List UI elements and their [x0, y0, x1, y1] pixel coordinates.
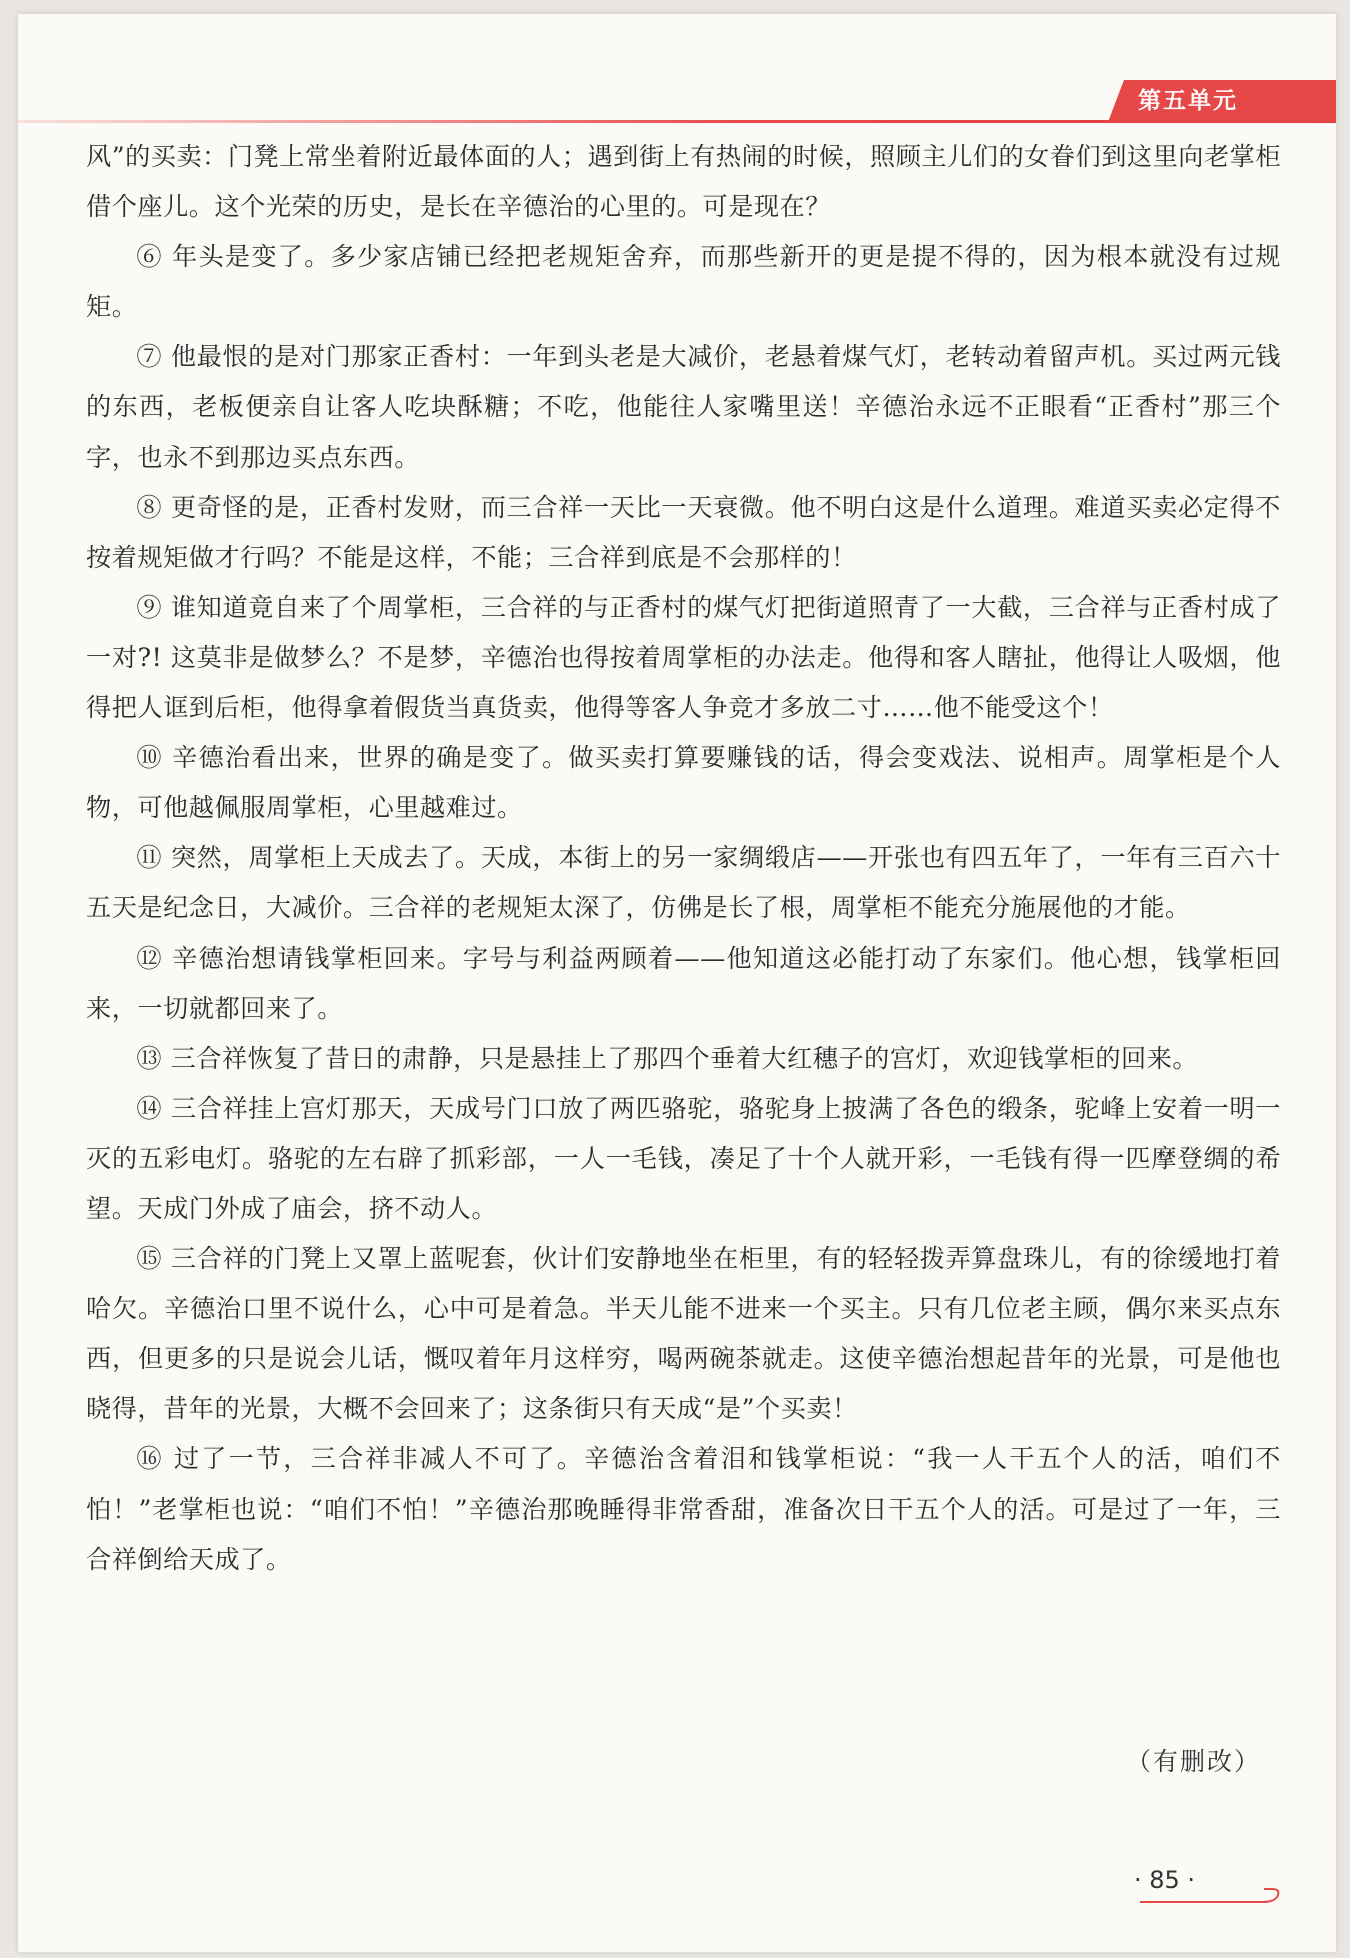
paragraph-14: ⑭ 三合祥挂上宫灯那天，天成号门口放了两匹骆驼，骆驼身上披满了各色的缎条，驼峰上安着一明一灭的五彩电灯。骆驼的左右辟了抓彩部，一人一毛钱，凑足了十个人就开彩，一毛钱有得一匹摩登绸的希望。天成门外成了庙会，挤不动人。	[86, 1093, 1281, 1223]
paragraph-11: ⑪ 突然，周掌柜上天成去了。天成，本街上的另一家绸缎店——开张也有四五年了，一年有三百六十五天是纪念日，大减价。三合祥的老规矩太深了，仿佛是长了根，周掌柜不能充分施展他的才能。	[86, 843, 1281, 923]
textbook-page	[18, 14, 1336, 1952]
paragraph-10: ⑩ 辛德治看出来，世界的确是变了。做买卖打算要赚钱的话，得会变戏法、说相声。周掌柜是个人物，可他越佩服周掌柜，心里越难过。	[86, 743, 1281, 823]
paragraph-13: ⑬ 三合祥恢复了昔日的肃静，只是悬挂上了那四个垂着大红穗子的宫灯，欢迎钱掌柜的回来。	[136, 1043, 1199, 1073]
page-number: · 85 ·	[1134, 1866, 1196, 1894]
unit-label: 第五单元	[1138, 88, 1238, 114]
paragraph-6: ⑥ 年头是变了。多少家店铺已经把老规矩舍弃，而那些新开的更是提不得的，因为根本就没有过规矩。	[86, 242, 1281, 322]
page-number-ornament	[1138, 1886, 1288, 1906]
paragraph-9: ⑨ 谁知道竟自来了个周掌柜，三合祥的与正香村的煤气灯把街道照青了一大截，三合祥与正香村成了一对?! 这莫非是做梦么？不是梦，辛德治也得按着周掌柜的办法走。他得和客人瞎扯，他得让人吸烟，他得把人诓到后柜，他得拿着假货当真货卖，他得等客人争竞才多放二寸……他不能受这个！	[86, 592, 1281, 723]
source-note: （有删改）	[1125, 1747, 1261, 1776]
paragraph-15: ⑮ 三合祥的门凳上又罩上蓝呢套，伙计们安静地坐在柜里，有的轻轻拨弄算盘珠儿，有的徐缓地打着哈欠。辛德治口里不说什么，心中可是着急。半天儿能不进来一个买主。只有几位老主顾，偶尔来买点东西，但更多的只是说会儿话，慨叹着年月这样穷，喝两碗茶就走。这使辛德治想起昔年的光景，可是他也晓得，昔年的光景，大概不会回来了；这条街只有天成“是”个买卖！	[86, 1244, 1281, 1424]
paragraph-16: ⑯ 过了一节，三合祥非减人不可了。辛德治含着泪和钱掌柜说：“我一人干五个人的活，咱们不怕！”老掌柜也说：“咱们不怕！”辛德治那晚睡得非常香甜，准备次日干五个人的活。可是过了一年，三合祥倒给天成了。	[86, 1444, 1281, 1574]
paragraph-12: ⑫ 辛德治想请钱掌柜回来。字号与利益两顾着——他知道这必能打动了东家们。他心想，钱掌柜回来，一切就都回来了。	[86, 943, 1281, 1023]
paragraph-7: ⑦ 他最恨的是对门那家正香村：一年到头老是大减价，老悬着煤气灯，老转动着留声机。买过两元钱的东西，老板便亲自让客人吃块酥糖；不吃，他能往人家嘴里送！辛德治永远不正眼看“正香村”那三个字，也永不到那边买点东西。	[86, 342, 1281, 472]
article-body	[86, 132, 1281, 1585]
paragraph-8: ⑧ 更奇怪的是，正香村发财，而三合祥一天比一天衰微。他不明白这是什么道理。难道买卖必定得不按着规矩做才行吗？不能是这样，不能；三合祥到底是不会那样的！	[86, 492, 1281, 572]
paragraph-continuation: 风”的买卖：门凳上常坐着附近最体面的人；遇到街上有热闹的时候，照顾主儿们的女眷们到这里向老掌柜借个座儿。这个光荣的历史，是长在辛德治的心里的。可是现在？	[86, 142, 1282, 222]
